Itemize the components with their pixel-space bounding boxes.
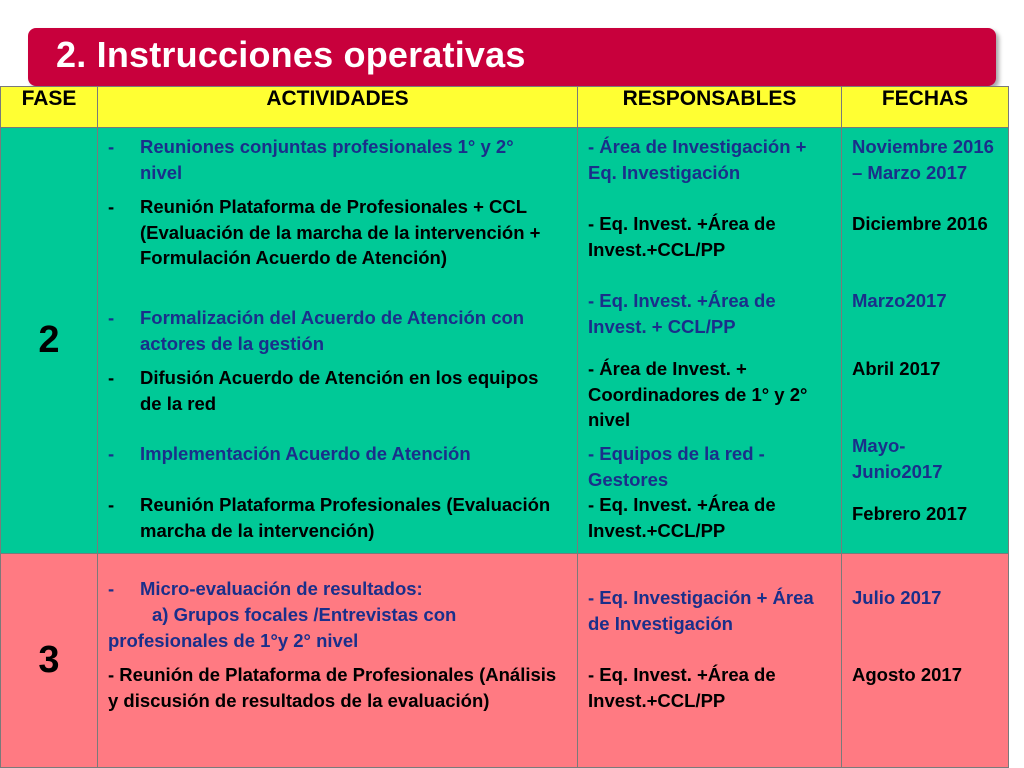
fecha-item: Diciembre 2016 [852,213,988,234]
phase3-fechas-cell [842,554,1009,768]
fecha-item: Julio 2017 [852,587,942,608]
responsable-item: - Eq. Invest. +Área de Invest.+CCL/PP [588,664,776,711]
table-row-phase-2 [1,128,1009,554]
fecha-item: Abril 2017 [852,358,941,379]
phase2-fechas-cell [842,128,1009,554]
fecha-item: Agosto 2017 [852,664,963,685]
activity-item: - Reunión Plataforma de Profesionales + CCL (Evaluación de la marcha de la intervención + Formulación Acuerdo de Atención) [108,196,541,268]
responsable-item: - Equipos de la red - Gestores [588,443,765,490]
phase3-activities-cell [98,554,578,768]
header-fechas: FECHAS [842,87,1009,128]
operations-table [0,86,1009,768]
fecha-item: Febrero 2017 [852,503,968,524]
page-title: 2. Instrucciones operativas [56,34,526,75]
header-actividades: ACTIVIDADES [98,87,578,128]
responsable-item: - Eq. Invest. +Área de Invest.+CCL/PP [588,213,776,260]
phase-number: 2 [1,128,98,554]
table-header-row [1,87,1009,128]
table-row-phase-3 [1,554,1009,768]
activity-item: - Implementación Acuerdo de Atención [108,443,471,464]
activity-item: - Reunión Plataforma Profesionales (Evaluación marcha de la intervención) [108,494,551,541]
fecha-item: Marzo2017 [852,290,947,311]
responsable-item: - Eq. Invest. +Área de Invest.+CCL/PP [588,494,776,541]
phase2-responsables-cell [578,128,842,554]
activity-item: - Difusión Acuerdo de Atención en los equipos de la red [108,367,539,414]
responsable-item: - Área de Invest. + Coordinadores de 1° y 2° nivel [588,358,808,430]
activity-subitem: a) Grupos focales /Entrevistas con profesionales de 1°y 2° nivel [108,604,457,651]
phase2-activities-cell [98,128,578,554]
phase3-responsables-cell [578,554,842,768]
phase-number: 3 [1,554,98,768]
fecha-item: Noviembre 2016 – Marzo 2017 [852,136,994,183]
responsable-item: - Eq. Investigación + Área de Investigación [588,587,814,634]
activity-item: - Micro-evaluación de resultados: [108,578,423,599]
activity-item: - Reunión de Plataforma de Profesionales (Análisis y discusión de resultados de la evaluación) [108,664,557,711]
activity-item: - Formalización del Acuerdo de Atención con actores de la gestión [108,307,525,354]
activity-item: - Reuniones conjuntas profesionales 1° y 2° nivel [108,136,514,183]
header-fase: FASE [1,87,98,128]
header-responsables: RESPONSABLES [578,87,842,128]
title-bar [28,28,996,86]
responsable-item: - Área de Investigación + Eq. Investigación [588,136,807,183]
fecha-item: Mayo- Junio2017 [852,435,943,482]
responsable-item: - Eq. Invest. +Área de Invest. + CCL/PP [588,290,776,337]
